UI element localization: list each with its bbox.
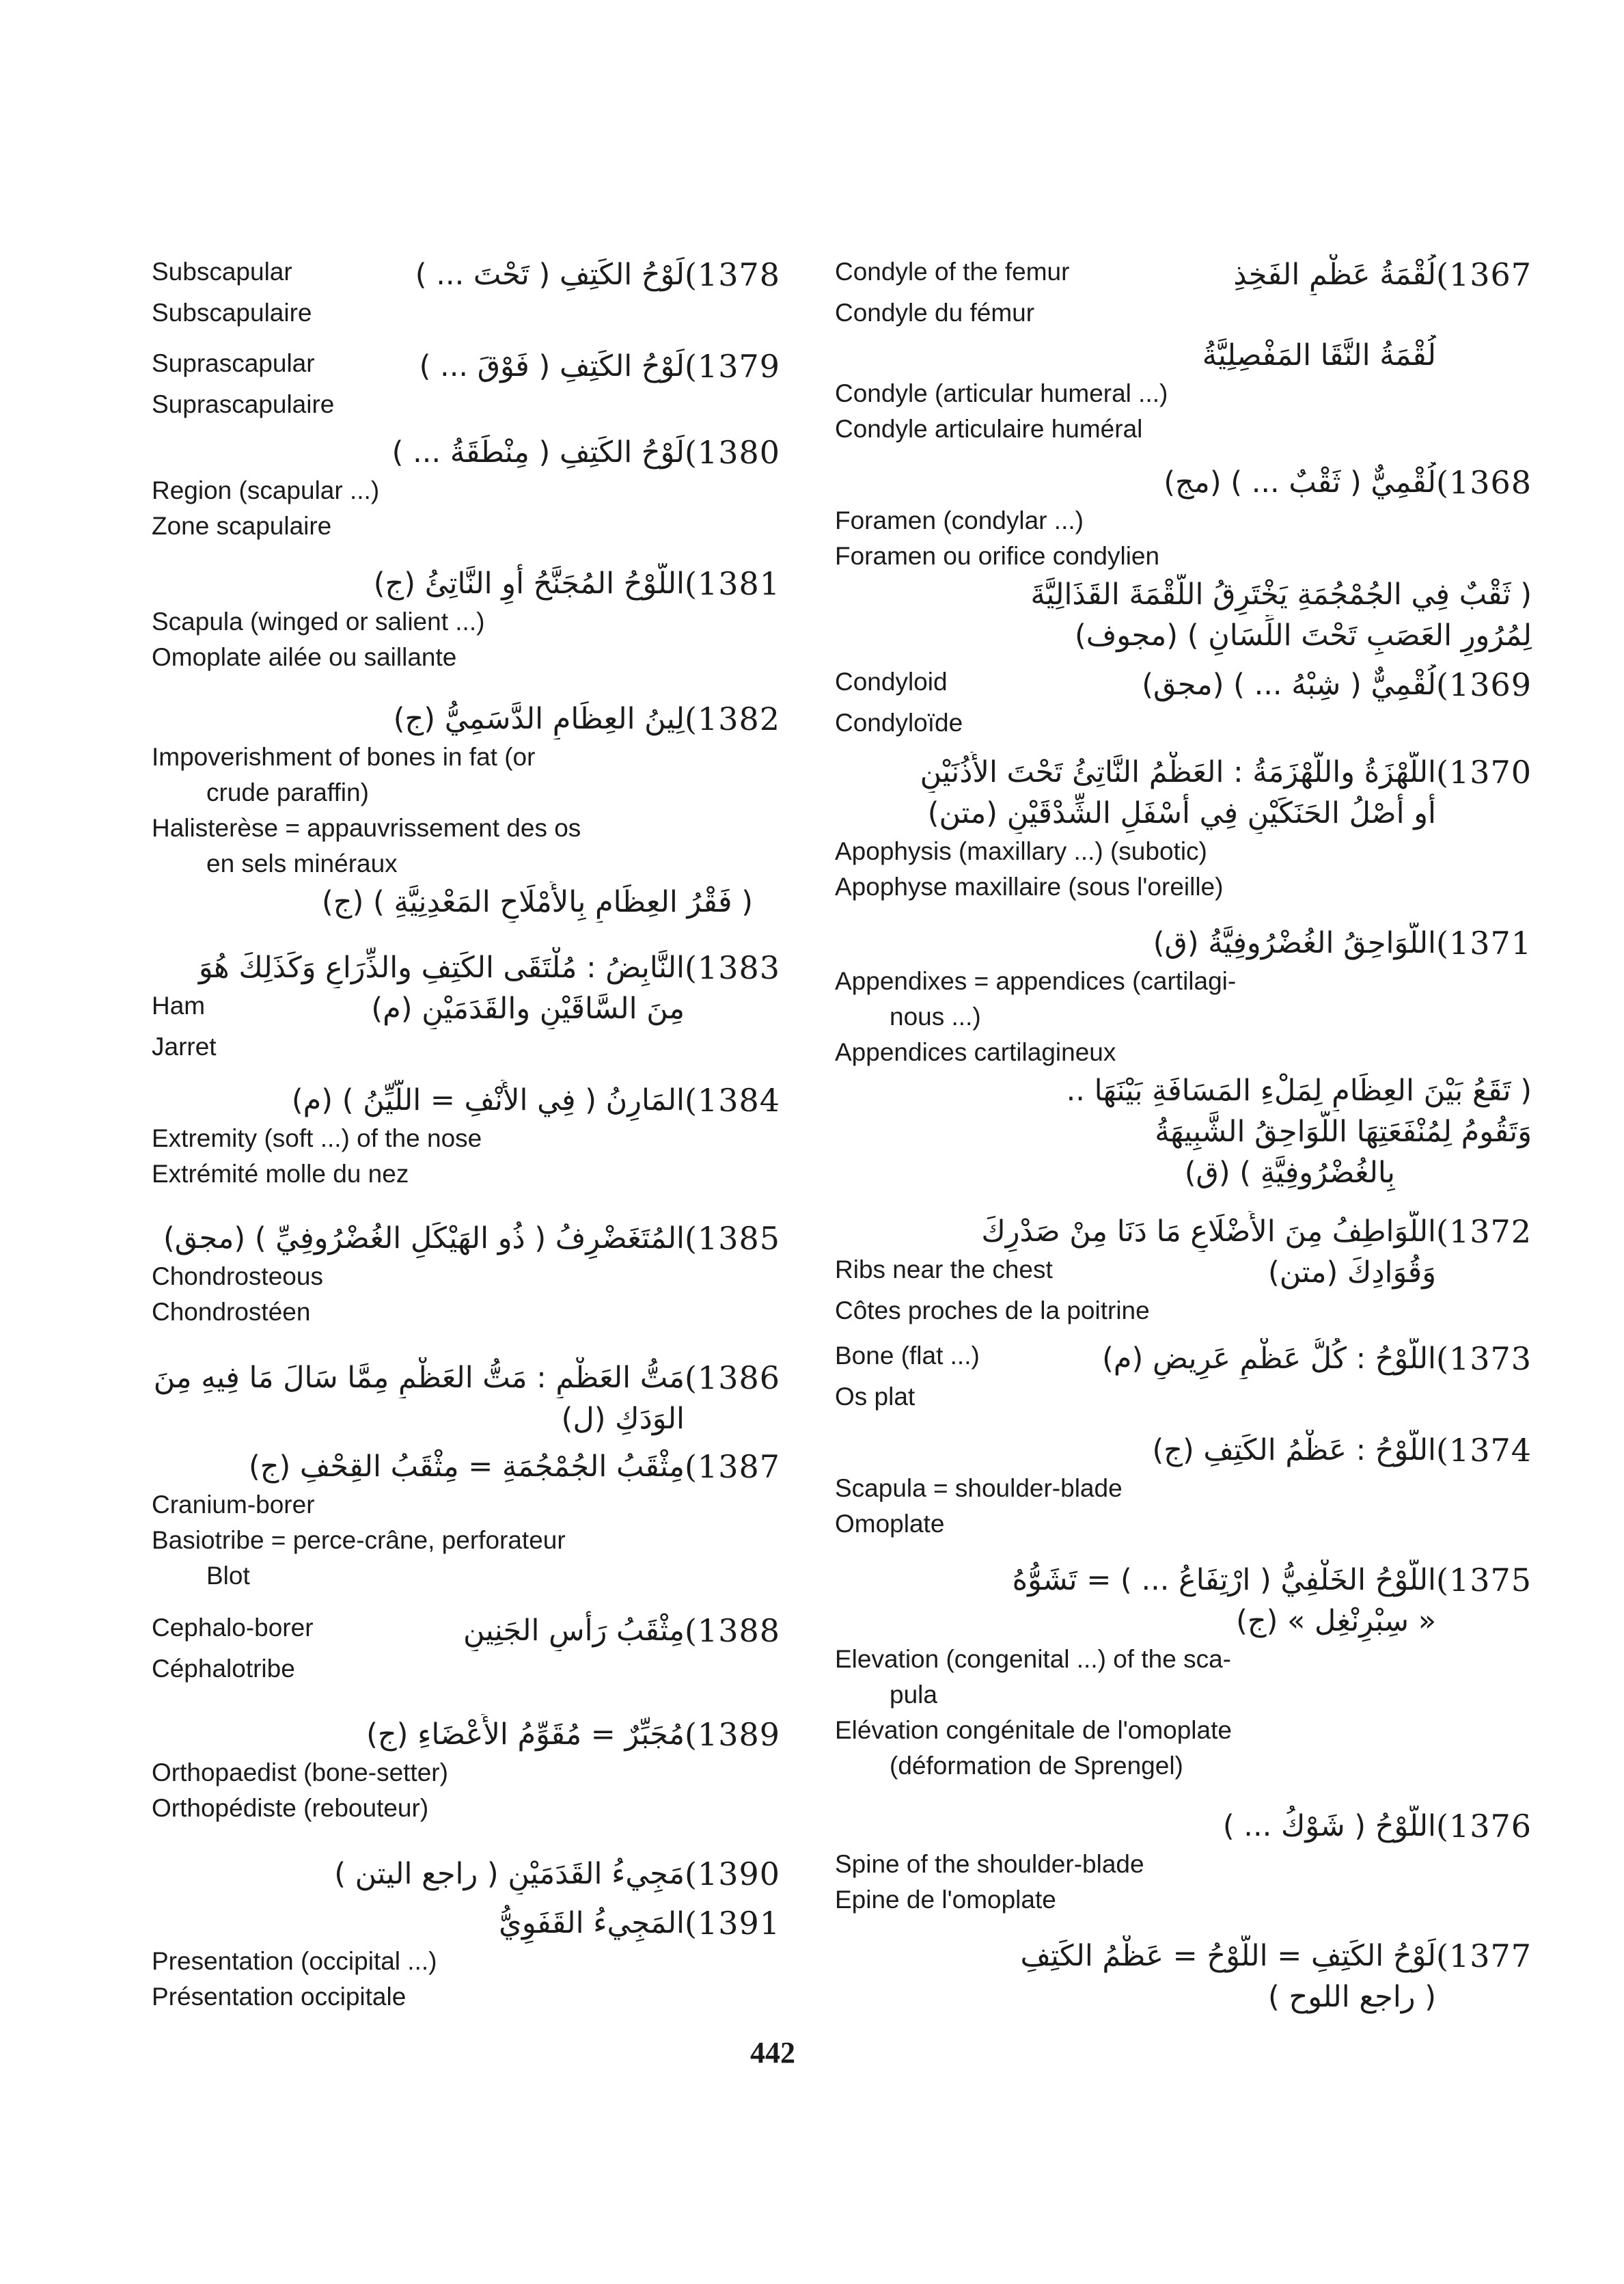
arabic-term: مَتُّ العَظْمِ : مَتُّ العَظْمِ مِمَّا سَالَ مَا فِيهِ مِنَ — [153, 1361, 685, 1395]
arabic-term: لُقْمَةُ النَّقَا المَفْصِلِيَّةُ — [1202, 338, 1436, 372]
english-term: Foramen (condylar ...) — [835, 506, 1084, 534]
arabic-term: مَجِيءُ القَدَمَيْنِ ( راجع اليتن ) — [334, 1857, 685, 1891]
entry-1380 — [152, 432, 780, 547]
french-term-cont: Blot — [206, 1562, 250, 1590]
arabic-term: اللَّوَاحِقُ الغُضْرُوفِيَّةُ (ق) — [1153, 926, 1436, 960]
english-term-cont: crude paraffin) — [206, 778, 369, 806]
entry-1382 — [152, 698, 780, 931]
arabic-term: المُتَغَضْرِفُ ( ذُو الهَيْكَلِ الغُضْرُوفِيِّ ) (مجق) — [163, 1221, 685, 1255]
entry-number: (1383 — [684, 949, 780, 986]
arabic-term-cont: الوَدَكِ (ل) — [561, 1402, 685, 1436]
french-term: Condyloïde — [835, 709, 963, 737]
entry-number: (1370 — [1435, 754, 1532, 791]
french-term: Appendices cartilagineux — [835, 1038, 1116, 1066]
english-term: Condyloid — [835, 668, 948, 696]
entry-number: (1371 — [1435, 925, 1532, 962]
entry-number: (1375 — [1435, 1562, 1532, 1599]
arabic-term: لَوْحُ الكَتِفِ ( تَحْتَ ... ) — [415, 258, 685, 292]
arabic-term: اللَّوْحُ الخَلْفِيُّ ( ارْتِفَاعُ ... ) = تَشَوُّهُ — [1012, 1563, 1436, 1597]
entry-number: (1376 — [1435, 1808, 1532, 1845]
left-column — [152, 254, 780, 2015]
entry-1386 — [152, 1357, 780, 1438]
english-term-cont: pula — [890, 1681, 937, 1709]
english-term: Ham — [152, 992, 206, 1020]
french-term-cont: (déformation de Sprengel) — [890, 1752, 1183, 1780]
arabic-term-cont: ( راجع اللوح ) — [1268, 1980, 1436, 2014]
french-term: Omoplate ailée ou saillante — [152, 643, 457, 671]
entry-number: (1368 — [1435, 464, 1532, 501]
arabic-term: اللَّوَاطِفُ مِنَ الأَضْلَاعِ مَا دَنَا مِنْ صَدْرِكَ — [981, 1214, 1436, 1249]
english-term: Condyle (articular humeral ...) — [835, 379, 1168, 407]
arabic-term: مِثْقَبُ رَأْسِ الجَنِينِ — [463, 1614, 685, 1648]
arabic-term: اللَّهْزَةُ واللَّهْزَمَةُ : العَظْمُ النَّاتِئُ تَحْتَ الأُذُنَيْنِ — [920, 755, 1436, 789]
french-term: Jarret — [152, 1033, 217, 1061]
arabic-term: لَوْحُ الكَتِفِ ( مِنْطَقَةُ ... ) — [391, 435, 685, 470]
arabic-term: اللَّوْحُ المُجَنَّحُ أَوِ النَّاتِئُ (ج) — [373, 567, 685, 601]
french-term: Basiotribe = perce-crâne, perforateur — [152, 1526, 566, 1554]
entry-1375 — [835, 1560, 1532, 1795]
arabic-term: اللَّوْحُ : كُلُّ عَظْمٍ عَرِيضٍ (م) — [1102, 1342, 1436, 1376]
english-term: Scapula = shoulder-blade — [835, 1474, 1123, 1502]
entry-1371 — [835, 923, 1532, 1204]
french-term: Epine de l'omoplate — [835, 1886, 1056, 1914]
entry-1383 — [152, 947, 780, 1065]
french-term: Condyle du fémur — [835, 299, 1035, 327]
right-column — [835, 254, 1532, 2017]
entry-1381 — [152, 563, 780, 675]
french-term: Halisterèse = appauvrissement des os — [152, 814, 581, 842]
arabic-term: اللَّوْحُ : عَظْمُ الكَتِفِ (ج) — [1152, 1433, 1436, 1467]
entry-1377 — [835, 1935, 1532, 2017]
entry-1369 — [835, 664, 1532, 739]
entry-number: (1390 — [684, 1855, 780, 1892]
french-term: Présentation occipitale — [152, 1983, 407, 2011]
french-term: Côtes proches de la poitrine — [835, 1296, 1150, 1324]
entry-1373 — [835, 1338, 1532, 1415]
english-term: Scapula (winged or salient ...) — [152, 608, 485, 636]
arabic-term: لِينُ العِظَامِ الدَّسَمِيُّ (ج) — [393, 702, 685, 736]
arabic-note: ( تَقَعُ بَيْنَ العِظَامِ لِمَلْءِ المَسَافَةِ بَيْنَهَا .. — [1066, 1074, 1532, 1108]
arabic-term-cont: مِنَ السَّاقَيْنِ والقَدَمَيْنِ (م) — [371, 992, 685, 1026]
english-term: Ribs near the chest — [835, 1255, 1053, 1283]
english-term: Condyle of the femur — [835, 258, 1070, 286]
entry-1370 — [835, 752, 1532, 908]
english-term: Bone (flat ...) — [835, 1342, 980, 1370]
entry-1379 — [152, 346, 780, 422]
arabic-note: لِمُرُورِ العَصَبِ تَحْتَ اللِّسَانِ ) (مجوف) — [1074, 618, 1532, 653]
arabic-term: المَجِيءُ القَفَوِيُّ — [499, 1906, 685, 1940]
french-term: Condyle articulaire huméral — [835, 415, 1143, 443]
english-term: Appendixes = appendices (cartilagi- — [835, 967, 1237, 995]
entry-1372 — [835, 1211, 1532, 1324]
english-term: Impoverishment of bones in fat (or — [152, 743, 536, 771]
entry-1367 — [835, 254, 1532, 328]
entry-1388 — [152, 1610, 780, 1687]
english-term: Suprascapular — [152, 349, 315, 377]
page-number: 442 — [750, 2036, 795, 2069]
arabic-term-cont: وَقُوَادِكَ (متن) — [1267, 1255, 1436, 1290]
arabic-term: لَوْحُ الكَتِفِ = اللَّوْحُ = عَظْمُ الكَتِفِ — [1020, 1939, 1436, 1973]
entry-1390 — [152, 1853, 780, 1894]
entry-number: (1385 — [684, 1220, 780, 1257]
entry-1389 — [152, 1714, 780, 1826]
entry-number: (1379 — [684, 348, 780, 385]
entry-number: (1367 — [1435, 256, 1532, 293]
arabic-term: لُقْمِيٌّ ( ثَقْبٌ ... ) (مج) — [1164, 465, 1436, 500]
english-term: Cephalo-borer — [152, 1614, 314, 1642]
entry-number: (1374 — [1435, 1432, 1532, 1469]
english-term: Presentation (occipital ...) — [152, 1947, 437, 1975]
entry-number: (1377 — [1435, 1938, 1532, 1974]
english-term: Apophysis (maxillary ...) (subotic) — [835, 837, 1207, 865]
arabic-term: النَّابِضُ : مُلْتَقَى الكَتِفِ والذِّرَاعِ وَكَذَلِكَ هُوَ — [198, 951, 685, 985]
arabic-term: لَوْحُ الكَتِفِ ( فَوْقَ ... ) — [419, 349, 685, 383]
entry-1378 — [152, 254, 780, 331]
entry-number: (1369 — [1435, 666, 1532, 703]
french-term: Apophyse maxillaire (sous l'oreille) — [835, 873, 1224, 901]
entry-number: (1380 — [684, 434, 780, 471]
entry-number: (1389 — [684, 1716, 780, 1753]
english-term: Cranium-borer — [152, 1491, 315, 1519]
french-term: Subscapulaire — [152, 299, 312, 327]
entry-number: (1382 — [684, 701, 780, 737]
entry-number: (1381 — [684, 565, 780, 602]
entry-1385 — [152, 1218, 780, 1330]
english-term: Subscapular — [152, 258, 292, 286]
arabic-note: بِالغُضْرُوفِيَّةِ ) (ق) — [1184, 1156, 1395, 1190]
entry-1367b — [835, 335, 1532, 457]
english-term: Extremity (soft ...) of the nose — [152, 1124, 482, 1152]
entry-number: (1388 — [684, 1612, 780, 1649]
arabic-note: ( ثَقْبٌ فِي الجُمْجُمَةِ يَخْتَرِقُ اللُّقْمَةَ القَذَالِيَّةَ — [1030, 577, 1532, 612]
arabic-term-cont: أَو أَصْلُ الحَنَكَيْنِ فِي أَسْفَلِ الشِّدْقَيْنِ (متن) — [927, 796, 1436, 830]
entry-number: (1372 — [1435, 1213, 1532, 1250]
english-term: Elevation (congenital ...) of the sca- — [835, 1645, 1231, 1673]
french-term: Extrémité molle du nez — [152, 1160, 409, 1188]
english-term: Chondrosteous — [152, 1262, 323, 1290]
french-term: Chondrostéen — [152, 1298, 311, 1326]
entry-1391 — [152, 1903, 780, 2015]
arabic-term: مُجَبِّرٌ = مُقَوِّمُ الأَعْضَاءِ (ج) — [366, 1717, 685, 1752]
arabic-note: ( فَقْرُ العِظَامِ بِالأَمْلَاحِ المَعْدِنِيَّةِ ) (ج) — [322, 885, 753, 919]
entry-number: (1378 — [684, 256, 780, 293]
french-term: Elévation congénitale de l'omoplate — [835, 1716, 1232, 1744]
entry-number: (1387 — [684, 1448, 780, 1485]
french-term: Céphalotribe — [152, 1655, 295, 1683]
french-term: Orthopédiste (rebouteur) — [152, 1794, 429, 1822]
entry-1384 — [152, 1080, 780, 1192]
french-term: Suprascapulaire — [152, 390, 335, 418]
entry-1387 — [152, 1446, 780, 1594]
entry-1374 — [835, 1430, 1532, 1542]
french-term: Os plat — [835, 1383, 916, 1411]
arabic-note: وَتَقُومُ لِمُنْفَعَتِهَا اللَّوَاحِقُ الشَّبِيهَةُ — [1155, 1115, 1532, 1149]
arabic-term: اللَّوْحُ ( شَوْكُ ... ) — [1222, 1809, 1436, 1843]
arabic-term: مِثْقَبُ الجُمْجُمَةِ = مِثْقَبُ القِحْفِ (ج) — [248, 1450, 685, 1484]
english-term-cont: nous ...) — [890, 1003, 981, 1031]
french-term: Omoplate — [835, 1510, 945, 1538]
arabic-term: لُقْمِيٌّ ( شِبْهُ ... ) (مجق) — [1142, 668, 1436, 702]
arabic-term: لُقْمَةُ عَظْمِ الفَخِذِ — [1233, 258, 1436, 292]
arabic-term-cont: « سِبْرِنْغِل » (ج) — [1236, 1604, 1436, 1638]
english-term: Spine of the shoulder-blade — [835, 1850, 1144, 1878]
french-term: Foramen ou orifice condylien — [835, 542, 1160, 570]
entry-number: (1373 — [1435, 1340, 1532, 1377]
entry-1376 — [835, 1806, 1532, 1918]
english-term: Region (scapular ...) — [152, 476, 380, 504]
entry-1368 — [835, 462, 1532, 662]
entry-number: (1384 — [684, 1082, 780, 1119]
french-term-cont: en sels minéraux — [206, 849, 398, 878]
arabic-term: المَارِنُ ( فِي الأَنْفِ = اللَّيِّنُ ) (م) — [291, 1083, 685, 1117]
entry-number: (1391 — [684, 1905, 780, 1942]
english-term: Orthopaedist (bone-setter) — [152, 1758, 448, 1786]
entry-number: (1386 — [684, 1359, 780, 1396]
french-term: Zone scapulaire — [152, 512, 332, 540]
